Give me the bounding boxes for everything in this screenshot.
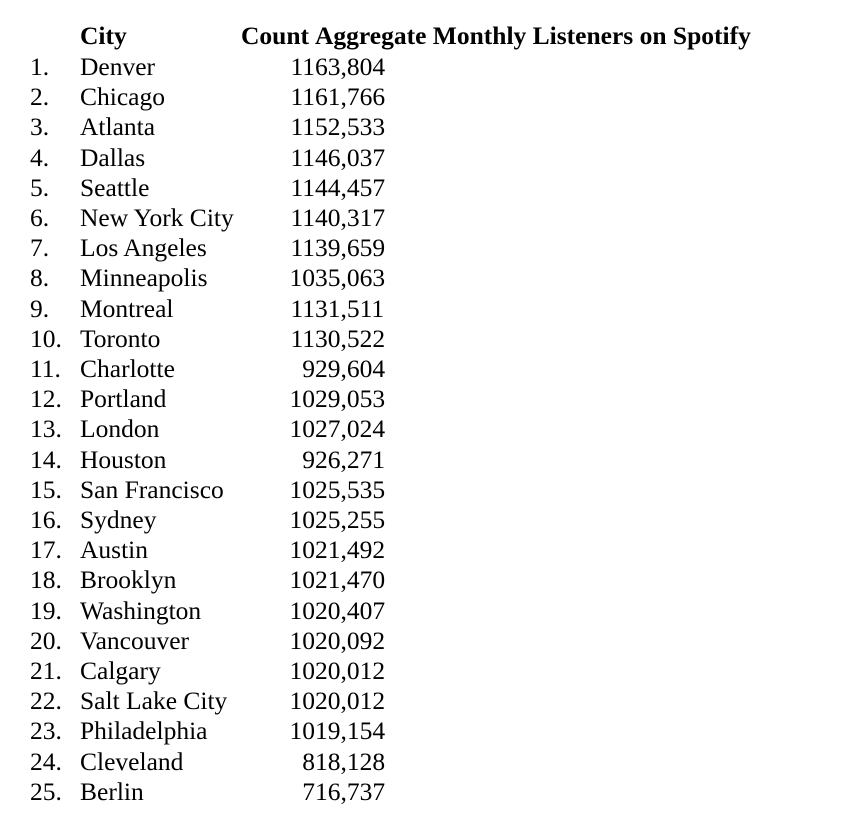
rank-column-header [30,20,80,52]
table-row [30,294,751,324]
rank-cell: 7. [30,233,50,263]
count-cell: 9 [302,354,315,384]
city-cell: Los Angeles [80,233,207,263]
rank-cell: 25. [30,776,62,806]
listeners-cell: 25,255 [315,505,386,535]
rank-cell: 14. [30,444,62,474]
table-row [30,626,751,656]
city-cell: Houston [80,444,167,474]
city-cell: London [80,414,160,444]
table-row [30,656,751,686]
table-row [30,354,751,384]
table-row [30,445,751,475]
listeners-cell: 20,092 [315,625,386,655]
header-row [30,20,751,52]
city-cell: Sydney [80,505,157,535]
count-cell: 11 [290,172,315,202]
city-ranking-table [30,20,751,807]
count-cell: 11 [290,203,315,233]
count-cell: 10 [289,656,315,686]
rank-cell: 13. [30,414,62,444]
table-row [30,384,751,414]
count-cell: 11 [290,112,315,142]
listeners-cell: 29,604 [315,354,386,384]
table-row [30,747,751,777]
listeners-cell: 20,407 [315,595,386,625]
rank-cell: 8. [30,263,50,293]
city-cell: Salt Lake City [80,686,228,716]
rank-cell: 11. [30,354,61,384]
table-body [30,52,751,807]
count-cell: 10 [289,686,315,716]
count-cell: 10 [289,565,315,595]
rank-cell: 3. [30,112,50,142]
table-row [30,143,751,173]
count-cell: 11 [290,82,315,112]
city-cell: Charlotte [80,354,175,384]
listeners-cell: 16,737 [315,776,386,806]
count-cell: 10 [289,474,315,504]
listeners-cell: 39,659 [315,233,386,263]
listeners-cell: 61,766 [315,82,386,112]
count-cell: 10 [289,716,315,746]
table-row [30,82,751,112]
listeners-cell: 21,492 [315,535,386,565]
rank-cell: 6. [30,203,50,233]
count-cell: 10 [289,263,315,293]
table-row [30,777,751,807]
count-cell: 11 [290,233,315,263]
rank-cell: 4. [30,142,50,172]
city-cell: Berlin [80,776,144,806]
rank-cell: 15. [30,474,62,504]
count-cell: 10 [289,384,315,414]
listeners-column-header: Aggregate Monthly Listeners on Spotify [315,21,751,50]
city-cell: Chicago [80,82,165,112]
listeners-cell: 52,533 [315,112,386,142]
rank-cell: 23. [30,716,62,746]
table-row [30,263,751,293]
table-row [30,324,751,354]
city-cell: Dallas [80,142,146,172]
city-cell: Montreal [80,293,174,323]
listeners-cell: 18,128 [315,746,386,776]
rank-cell: 24. [30,746,62,776]
count-cell: 10 [289,535,315,565]
listeners-cell: 27,024 [315,414,386,444]
city-cell: Atlanta [80,112,156,142]
listeners-cell: 63,804 [315,52,386,81]
listeners-cell: 20,012 [315,656,386,686]
city-cell: Seattle [80,172,150,202]
count-cell: 10 [289,595,315,625]
table-row [30,233,751,263]
listeners-cell: 25,535 [315,474,386,504]
rank-cell: 19. [30,595,62,625]
listeners-cell: 40,317 [315,203,386,233]
count-cell: 11 [290,323,315,353]
city-cell: Philadelphia [80,716,208,746]
count-cell: 11 [290,293,315,323]
table-row [30,203,751,233]
city-cell: Washington [80,595,202,625]
listeners-cell: 44,457 [315,172,386,202]
table-row [30,686,751,716]
count-cell: 11 [290,142,315,172]
table-row [30,505,751,535]
city-cell: Austin [80,535,149,565]
city-cell: Cleveland [80,746,184,776]
table-row [30,596,751,626]
listeners-cell: 35,063 [315,263,386,293]
listeners-cell: 31,511 [315,293,385,323]
count-cell: 10 [289,414,315,444]
listeners-cell: 29,053 [315,384,386,414]
city-cell: Vancouver [80,625,190,655]
count-cell: 10 [289,625,315,655]
count-cell: 8 [302,746,315,776]
table-row [30,535,751,565]
rank-cell: 2. [30,82,50,112]
listeners-cell: 19,154 [315,716,386,746]
city-cell: Denver [80,52,156,81]
count-cell: 10 [289,505,315,535]
count-column-header: Count [241,21,310,50]
count-cell: 11 [290,52,315,81]
rank-cell: 21. [30,656,62,686]
city-cell: Calgary [80,656,161,686]
city-cell: Toronto [80,323,161,353]
count-cell: 7 [302,776,315,806]
rank-cell: 22. [30,686,62,716]
listeners-cell: 20,012 [315,686,386,716]
city-cell: New York City [80,203,234,233]
table-row [30,716,751,746]
rank-cell: 20. [30,625,62,655]
rank-cell: 5. [30,172,50,202]
rank-cell: 10. [30,323,62,353]
rank-cell: 12. [30,384,62,414]
city-cell: Portland [80,384,167,414]
rank-cell: 16. [30,505,62,535]
listeners-cell: 26,271 [315,444,386,474]
rank-cell: 9. [30,293,50,323]
listeners-cell: 46,037 [315,142,386,172]
table-row [30,475,751,505]
table-row [30,414,751,444]
table-row [30,52,751,82]
count-cell: 9 [302,444,315,474]
table-header [30,20,751,52]
listeners-cell: 30,522 [315,323,386,353]
table-row [30,565,751,595]
rank-cell: 18. [30,565,62,595]
table-row [30,173,751,203]
rank-cell: 17. [30,535,62,565]
city-column-header: City [80,21,127,50]
city-cell: San Francisco [80,474,224,504]
city-cell: Minneapolis [80,263,208,293]
listeners-cell: 21,470 [315,565,386,595]
table-row [30,112,751,142]
rank-cell: 1. [30,52,50,81]
city-cell: Brooklyn [80,565,177,595]
